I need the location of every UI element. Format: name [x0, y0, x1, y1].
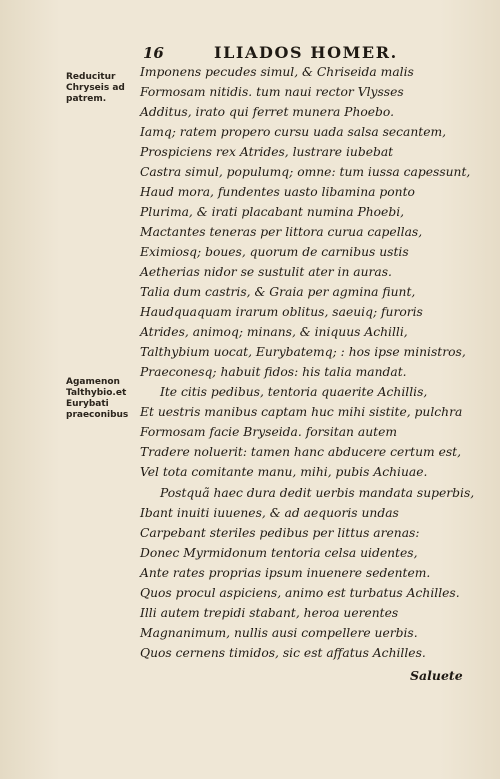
running-head: ILIADOS HOMER.: [214, 43, 398, 62]
verse-line: Vel tota comitante manu, mihi, pubis Achiuae.: [140, 465, 428, 479]
page-number: 16: [143, 44, 164, 62]
verse-line: Formosam nitidis. tum naui rector Vlysses: [140, 85, 404, 99]
verse-line: Ibant inuiti iuuenes, & ad aequoris undas: [140, 506, 399, 520]
marginal-note-agamenon: [66, 377, 128, 421]
verse-line: Formosam facie Bryseida. forsitan autem: [140, 425, 398, 439]
verse-line: Haudquaquam irarum oblitus, saeuiq; furoris: [140, 305, 423, 319]
verse-line: Donec Myrmidonum tentoria celsa uidentes,: [140, 546, 418, 560]
marginal-note-chryseis: [66, 72, 125, 105]
verse-line: Magnanimum, nullis ausi compellere uerbis.: [140, 626, 418, 640]
verse-line: Ite citis pedibus, tentoria quaerite Achillis,: [160, 385, 428, 399]
verse-line: Carpebant steriles pedibus per littus arenas:: [140, 526, 420, 540]
verse-line: Praeconesq; habuit fidos: his talia mandat.: [140, 365, 407, 379]
verse-line: Tradere noluerit: tamen hanc abducere certum est,: [140, 445, 462, 459]
marginal-note-line: patrem.: [66, 94, 107, 104]
verse-line: Additus, irato qui ferret munera Phoebo.: [140, 105, 395, 119]
marginal-note-line: Eurybati: [66, 399, 109, 409]
verse-line: Quos procul aspiciens, animo est turbatus Achilles.: [140, 586, 460, 600]
verse-line: Aetherias nidor se sustulit ater in auras.: [140, 265, 392, 279]
verse-line: Imponens pecudes simul, & Chriseida malis: [140, 65, 414, 79]
marginal-note-line: Reducitur: [66, 72, 116, 82]
verse-line: Eximiosq; boues, quorum de carnibus ustis: [140, 245, 409, 259]
marginal-note-line: Agamenon: [66, 377, 120, 387]
verse-line: Et uestris manibus captam huc mihi sistite, pulchra: [140, 405, 463, 419]
marginal-note-line: Chryseis ad: [66, 83, 125, 93]
verse-line: Mactantes teneras per littora curua capellas,: [140, 225, 423, 239]
verse-line: Ante rates proprias ipsum inuenere sedentem.: [140, 566, 431, 580]
verse-line: Prospiciens rex Atrides, lustrare iubebat: [140, 145, 394, 159]
verse-line: Talia dum castris, & Graia per agmina fiunt,: [140, 285, 416, 299]
catchword: Saluete: [410, 668, 463, 683]
verse-line: Castra simul, populumq; omne: tum iussa capessunt,: [140, 165, 471, 179]
verse-line: Atrides, animoq; minans, & iniquus Achilli,: [140, 325, 408, 339]
verse-line: Postquã haec dura dedit uerbis mandata superbis,: [160, 486, 475, 500]
verse-line: Plurima, & irati placabant numina Phoebi,: [140, 205, 405, 219]
verse-line: Illi autem trepidi stabant, heroa uerentes: [140, 606, 399, 620]
verse-line: Talthybium uocat, Eurybatemq; : hos ipse ministros,: [140, 345, 466, 359]
verse-line: Haud mora, fundentes uasto libamina ponto: [140, 185, 415, 199]
marginal-note-line: praeconibus: [66, 410, 129, 420]
verse-line: Iamq; ratem propero cursu uada salsa secantem,: [140, 125, 447, 139]
marginal-note-line: Talthybio.et: [66, 388, 127, 398]
verse-line: Quos cernens timidos, sic est affatus Achilles.: [140, 646, 426, 660]
